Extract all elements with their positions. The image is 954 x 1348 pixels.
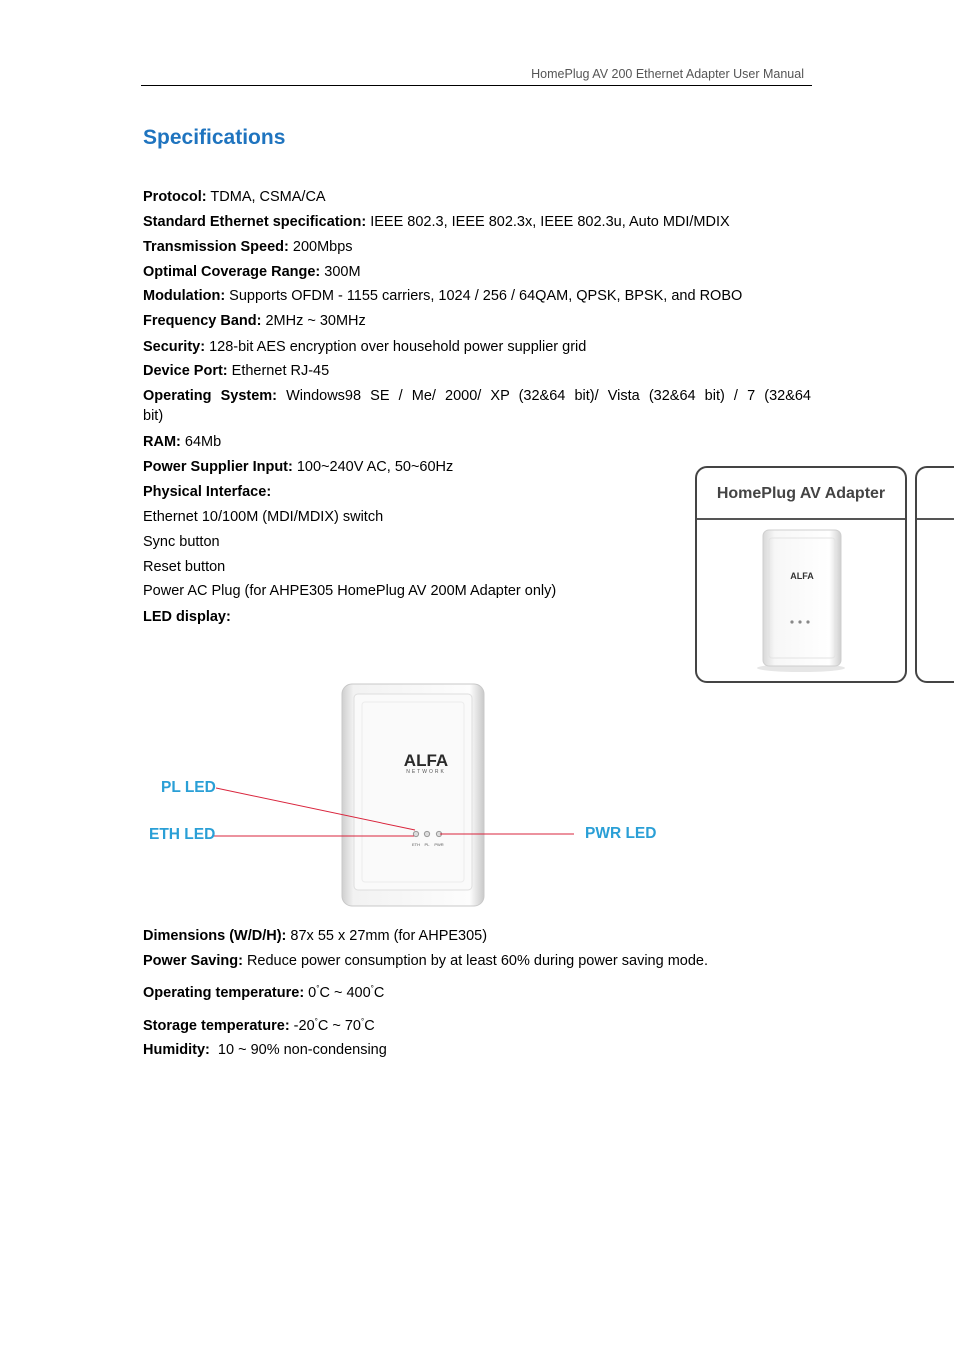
spec-value: 87x 55 x 27mm (for AHPE305) (286, 928, 488, 944)
physical-item: Sync button (143, 534, 220, 550)
spec-value: 64Mb (180, 434, 222, 450)
spec-value: TDMA, CSMA/CA (206, 189, 326, 205)
spec-value: 0 (304, 984, 317, 1001)
spec-label: Protocol: (143, 189, 207, 205)
spec-storage-temp (143, 1013, 375, 1035)
spec-dimensions (143, 927, 487, 945)
led-label-pwr: PWR (434, 842, 444, 847)
spec-power-saving (143, 952, 708, 970)
spec-label: RAM: (143, 434, 181, 450)
spec-value: C ~ 400 (319, 984, 371, 1001)
spec-value: 200Mbps (288, 239, 353, 255)
spec-value: 128-bit AES encryption over household power supplier grid (205, 339, 587, 355)
spec-value: 10 ~ 90% non-condensing (209, 1042, 387, 1058)
spec-value: Reduce power consumption by at least 60% during power saving mode. (242, 953, 708, 969)
spec-label: Device Port: (143, 363, 228, 379)
pl-led-label: PL LED (161, 779, 216, 796)
physical-item: Ethernet 10/100M (MDI/MDIX) switch (143, 509, 384, 525)
spec-label: Transmission Speed: (143, 239, 289, 255)
spec-os-continued: bit) (143, 408, 164, 424)
card-logo: ALFA (790, 571, 814, 581)
pl-led-line (216, 788, 415, 830)
physical-item: Power AC Plug (for AHPE305 HomePlug AV 200M Adapter only) (143, 583, 557, 599)
spec-label: Power Supplier Input: (143, 459, 293, 475)
product-card-title: HomePlug AV Adapter (697, 468, 905, 520)
spec-value: C ~ 70 (317, 1017, 361, 1034)
degree-sign: ° (370, 984, 374, 993)
spec-label: Operating System: (143, 388, 277, 404)
spec-value: Windows98 SE / Me/ 2000/ XP (32&64 bit)/ Vista (32&64 bit) / 7 (32&64 (286, 388, 811, 404)
spec-value: C (373, 984, 385, 1001)
spec-label: Optimal Coverage Range: (143, 264, 321, 280)
spec-label: Operating temperature: (143, 984, 305, 1001)
eth-led-label: ETH LED (149, 826, 216, 843)
spec-value: Supports OFDM - 1155 carriers, 1024 / 256 / 64QAM, QPSK, BPSK, and ROBO (225, 288, 743, 304)
spec-value: 2MHz ~ 30MHz (261, 313, 366, 329)
spec-label: Standard Ethernet specification: (143, 214, 367, 230)
degree-sign: ° (316, 984, 320, 993)
spec-value: Ethernet RJ-45 (227, 363, 330, 379)
physical-item: Reset button (143, 559, 226, 575)
spec-label: Physical Interface: (143, 484, 272, 500)
spec-value: -20 (289, 1017, 315, 1034)
spec-label: Power Saving: (143, 953, 243, 969)
degree-sign: ° (360, 1017, 365, 1026)
spec-label: LED display: (143, 609, 231, 625)
led-label-pl: PL (424, 842, 430, 847)
spec-label: Frequency Band: (143, 313, 262, 329)
spec-value: 300M (320, 264, 361, 280)
spec-value: IEEE 802.3, IEEE 802.3x, IEEE 802.3u, Auto MDI/MDIX (366, 214, 730, 230)
device-logo: ALFA (403, 751, 449, 770)
led-label-eth: ETH (412, 842, 420, 847)
spec-value: C (364, 1017, 375, 1034)
spec-label: Storage temperature: (143, 1017, 290, 1034)
spec-label: Dimensions (W/D/H): (143, 928, 287, 944)
spec-value: 100~240V AC, 50~60Hz (292, 459, 454, 475)
pwr-led-label: PWR LED (585, 825, 657, 842)
page-title: Specifications (143, 126, 286, 149)
running-header: HomePlug AV 200 Ethernet Adapter User Manual (531, 67, 804, 81)
device-logo-sub: NETWORK (406, 769, 446, 775)
spec-operating-temp (143, 980, 384, 1002)
degree-sign: ° (314, 1017, 318, 1026)
spec-label: Modulation: (143, 288, 226, 304)
spec-humidity (143, 1041, 387, 1059)
spec-label: Humidity: (143, 1042, 210, 1058)
spec-label: Security: (143, 339, 206, 355)
